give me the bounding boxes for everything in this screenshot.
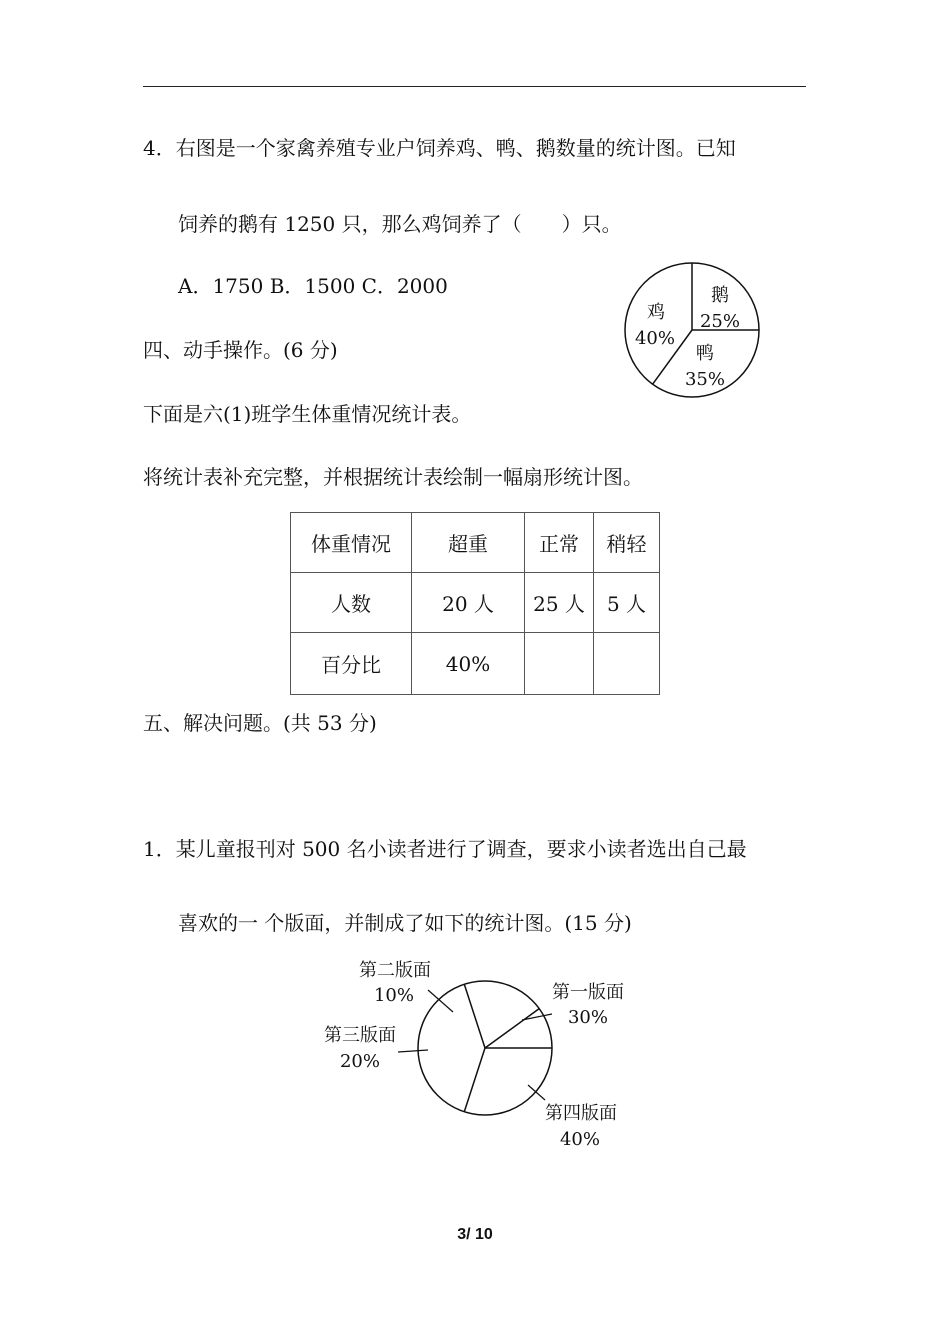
pie1-value-duck: 35%	[684, 369, 726, 390]
section4-heading: 四、动手操作。(6 分)	[143, 338, 338, 362]
q4-line2: 饲养的鹅有 1250 只，那么鸡饲养了（ ）只。	[178, 212, 622, 236]
pie1-label-goose: 鹅	[711, 285, 729, 306]
table-cell: 正常	[525, 513, 594, 573]
s5-q1-line2: 喜欢的一 个版面，并制成了如下的统计图。(15 分)	[178, 911, 632, 935]
table-cell: 20 人	[412, 573, 525, 633]
pie2-value-page3: 20%	[339, 1051, 381, 1072]
pie2-label-page3: 第三版面	[324, 1025, 396, 1046]
table-cell: 人数	[291, 573, 412, 633]
pages-pie	[418, 981, 552, 1115]
pie2-value-page1: 30%	[567, 1007, 609, 1028]
s5-q1-line1: 1．某儿童报刊对 500 名小读者进行了调查，要求小读者选出自己最	[143, 837, 747, 861]
pie1-value-chicken: 40%	[634, 328, 676, 349]
pie1-value-goose: 25%	[699, 311, 741, 332]
q4-line1: 4．右图是一个家禽养殖专业户饲养鸡、鸭、鹅数量的统计图。已知	[143, 136, 736, 160]
pie2-label-page4: 第四版面	[545, 1103, 617, 1124]
pie2-value-page4: 40%	[559, 1129, 601, 1150]
table-cell: 体重情况	[291, 513, 412, 573]
table-cell: 百分比	[291, 633, 412, 695]
pie2-label-page1: 第一版面	[552, 982, 624, 1003]
pie2-label-page2: 第二版面	[359, 960, 431, 981]
table-cell: 5 人	[594, 573, 660, 633]
table-cell: 25 人	[525, 573, 594, 633]
section4-intro2: 将统计表补充完整，并根据统计表绘制一幅扇形统计图。	[143, 465, 643, 489]
section5-heading: 五、解决问题。(共 53 分)	[143, 711, 377, 735]
table-cell: 超重	[412, 513, 525, 573]
pie2-value-page2: 10%	[373, 985, 415, 1006]
pie1-label-duck: 鸭	[696, 343, 714, 364]
q4-options: A．1750 B．1500 C．2000	[178, 274, 448, 298]
table-cell: 40%	[412, 633, 525, 695]
section4-intro1: 下面是六(1)班学生体重情况统计表。	[143, 402, 472, 426]
table-cell: 稍轻	[594, 513, 660, 573]
page-number: 3/ 10	[457, 1226, 493, 1243]
pie1-label-chicken: 鸡	[647, 302, 665, 323]
